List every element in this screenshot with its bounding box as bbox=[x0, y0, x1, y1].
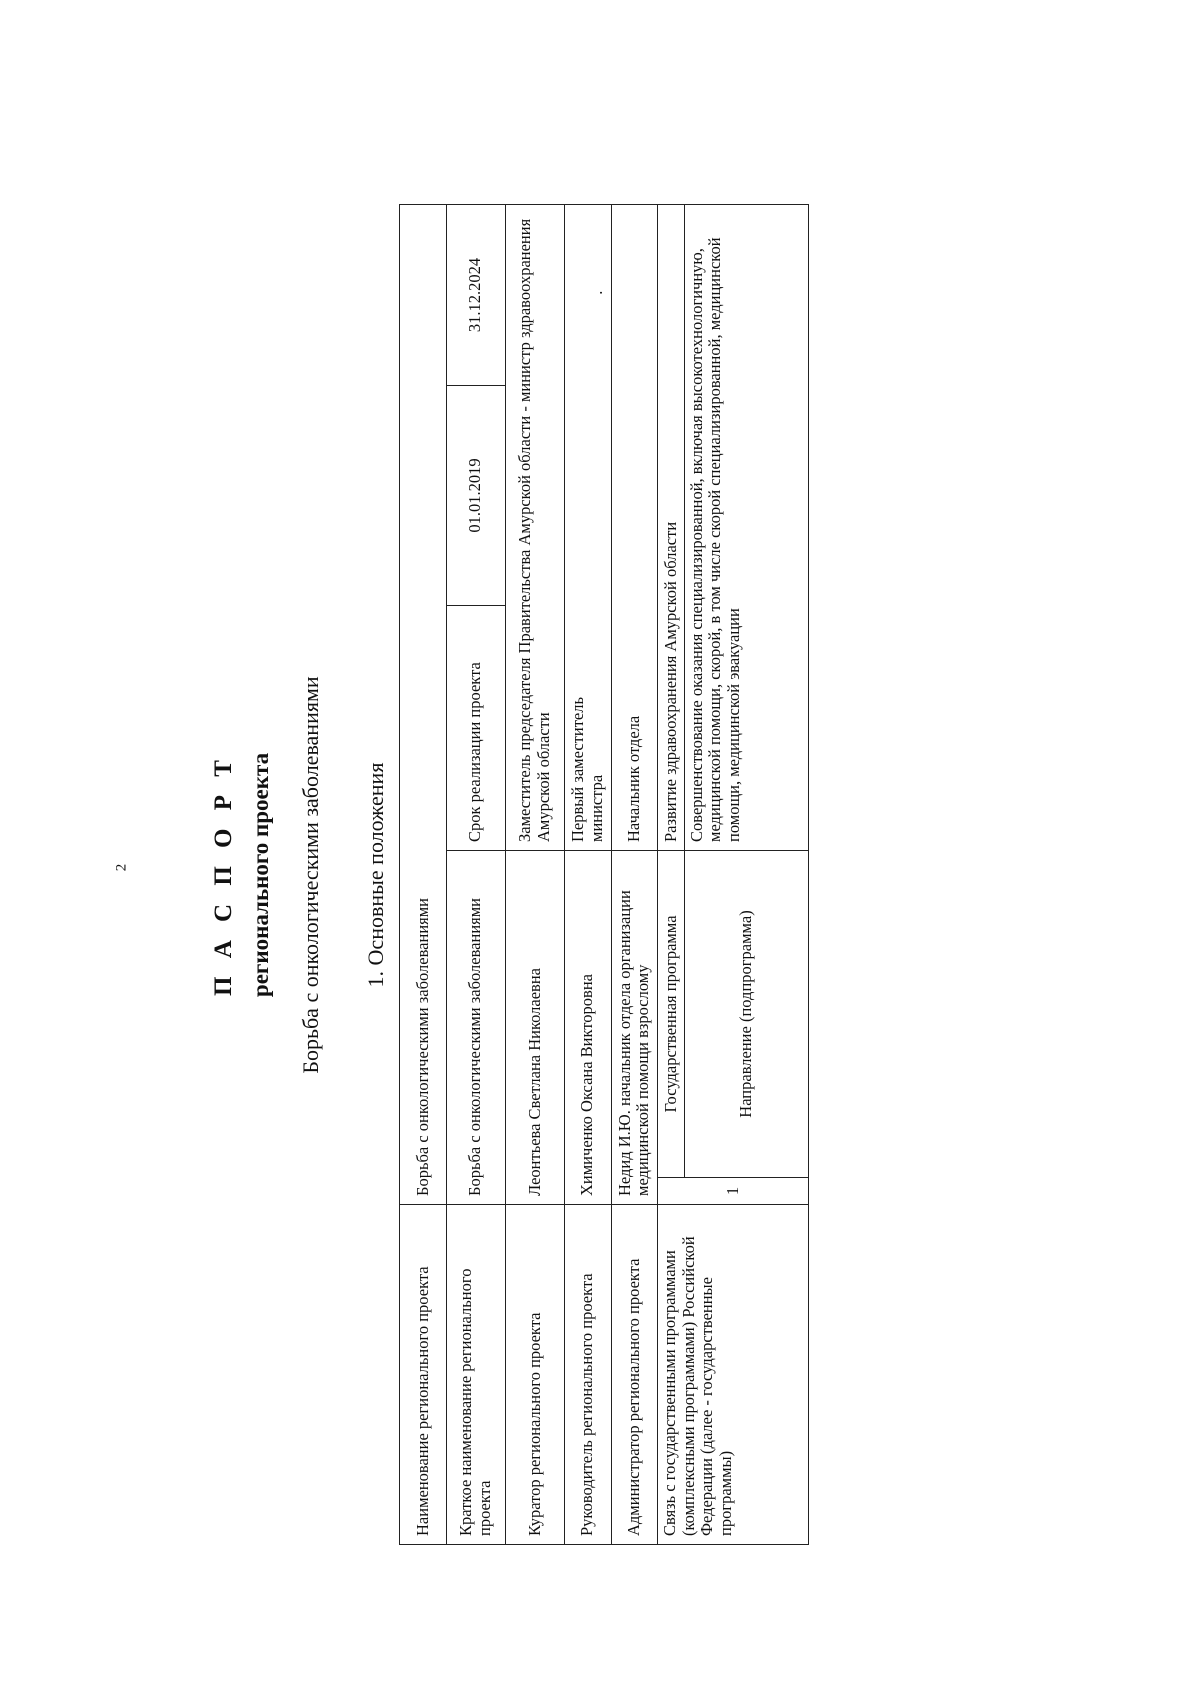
section-title: 1. Основные положения bbox=[363, 762, 388, 988]
table-row bbox=[400, 204, 447, 1544]
document-subtitle: регионального проекта bbox=[248, 752, 273, 998]
curator-name: Леонтьева Светлана Николаевна bbox=[505, 851, 564, 1205]
table-row bbox=[564, 204, 611, 1544]
head-position-cell bbox=[564, 204, 611, 850]
passport-table bbox=[399, 204, 809, 1545]
term-label: Срок реализации проекта bbox=[446, 606, 505, 851]
admin-name: Недид И.Ю. начальник отдела организации медицинской помощи взрослому bbox=[611, 851, 658, 1205]
row-label: Куратор регионального проекта bbox=[505, 1205, 564, 1545]
row-label: Администратор регионального проекта bbox=[611, 1205, 658, 1545]
table-row bbox=[658, 204, 684, 1544]
row-value: Борьба с онкологическими заболеваниями bbox=[446, 851, 505, 1205]
program-value: Развитие здравоохранения Амурской области bbox=[658, 204, 684, 850]
direction-label: Направление (подпрограмма) bbox=[684, 851, 808, 1178]
row-label: Наименование регионального проекта bbox=[400, 1205, 447, 1545]
table-row bbox=[611, 204, 658, 1544]
rotated-content bbox=[203, 205, 843, 1545]
program-label: Государственная программа bbox=[658, 851, 684, 1178]
row-label: Краткое наименование регионального проекта bbox=[446, 1205, 505, 1545]
row-label: Руководитель регионального проекта bbox=[564, 1205, 611, 1545]
project-name: Борьба с онкологическими заболеваниями bbox=[298, 676, 323, 1074]
direction-value: Совершенствование оказания специализированной, включая высокотехнологичную, медицинской помощи, скорой, в том числе скорой специализированной, медицинской помощи, медицинской эвакуации bbox=[684, 204, 808, 850]
table-row bbox=[505, 204, 564, 1544]
head-position: Первый заместитель министра bbox=[568, 697, 606, 842]
row-value: Борьба с онкологическими заболеваниями bbox=[400, 204, 447, 1204]
page-number: 2 bbox=[113, 863, 130, 872]
head-name: Химиченко Оксана Викторовна bbox=[564, 851, 611, 1205]
stray-mark: . bbox=[586, 290, 606, 295]
end-date: 31.12.2024 bbox=[446, 204, 505, 385]
row-label: Связь с государственными программами (комплексными программами) Российской Федерации (далее - государственные программы) bbox=[658, 1205, 809, 1545]
curator-position: Заместитель председателя Правительства Амурской области - министр здравоохранения Амурской области bbox=[505, 204, 564, 850]
program-number: 1 bbox=[658, 1178, 809, 1205]
table-row bbox=[446, 204, 505, 1544]
document-title: П А С П О Р Т bbox=[210, 754, 237, 996]
start-date: 01.01.2019 bbox=[446, 386, 505, 606]
admin-position: Начальник отдела bbox=[611, 204, 658, 850]
